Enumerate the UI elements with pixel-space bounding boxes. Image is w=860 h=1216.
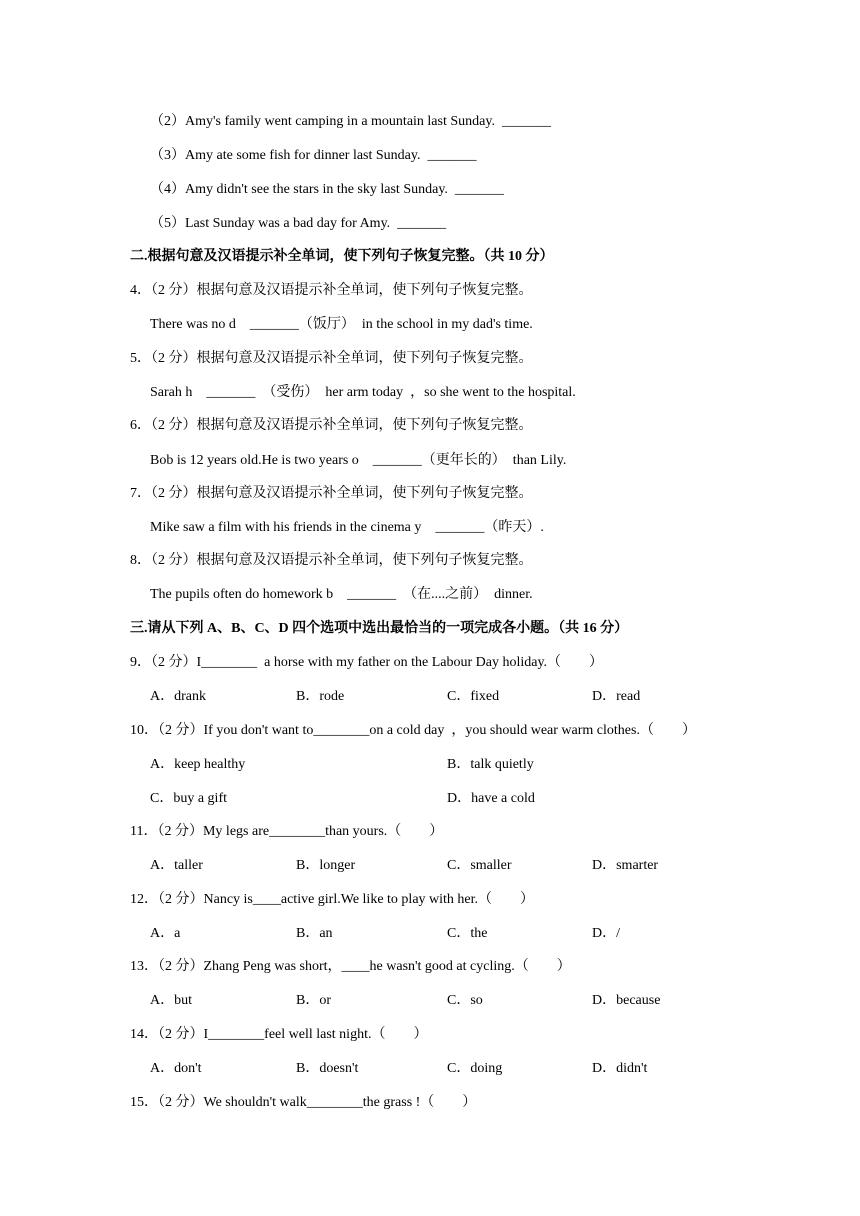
statement-5: （5）Last Sunday was a bad day for Amy. _______ — [150, 216, 447, 231]
question-10-option-c: C．buy a gift — [150, 791, 227, 806]
question-15-stem: 15．（2 分）We shouldn't walk________the grass !（ ） — [130, 1095, 477, 1110]
question-5-sentence: Sarah h _______ （受伤） her arm today ，so she went to the hospital. — [150, 385, 576, 400]
question-12-stem: 12．（2 分）Nancy is____active girl.We like to play with her.（ ） — [130, 892, 535, 907]
question-14-option-b: B．doesn't — [296, 1061, 359, 1076]
question-12-option-a: A．a — [150, 926, 181, 941]
question-9-option-b: B．rode — [296, 689, 345, 704]
question-12-option-c: C．the — [447, 926, 488, 941]
question-11-option-c: C．smaller — [447, 858, 512, 873]
question-9-option-d: D．read — [592, 689, 641, 704]
question-13-option-d: D．because — [592, 993, 661, 1008]
question-5-stem: 5．（2 分）根据句意及汉语提示补全单词，使下列句子恢复完整。 — [130, 351, 533, 366]
question-6-sentence: Bob is 12 years old.He is two years o _______（更年长的） than Lily. — [150, 453, 567, 468]
question-9-option-a: A．drank — [150, 689, 206, 704]
question-10-option-b: B．talk quietly — [447, 757, 534, 772]
statement-2: （2）Amy's family went camping in a mountain last Sunday. _______ — [150, 114, 551, 129]
statement-3: （3）Amy ate some fish for dinner last Sunday. _______ — [150, 148, 477, 163]
question-11-option-b: B．longer — [296, 858, 356, 873]
question-13-option-b: B．or — [296, 993, 331, 1008]
question-11-option-d: D．smarter — [592, 858, 659, 873]
question-13-option-a: A．but — [150, 993, 192, 1008]
question-10-option-a: A．keep healthy — [150, 757, 246, 772]
question-13-option-c: C．so — [447, 993, 483, 1008]
statement-4: （4）Amy didn't see the stars in the sky last Sunday. _______ — [150, 182, 504, 197]
question-9-option-c: C．fixed — [447, 689, 500, 704]
question-14-option-a: A．don't — [150, 1061, 202, 1076]
question-7-sentence: Mike saw a film with his friends in the cinema y _______（昨天）. — [150, 520, 544, 535]
question-10-stem: 10．（2 分）If you don't want to________on a cold day ，you should wear warm clothes.（ ） — [130, 723, 696, 738]
question-4-stem: 4．（2 分）根据句意及汉语提示补全单词，使下列句子恢复完整。 — [130, 283, 533, 298]
question-14-option-c: C．doing — [447, 1061, 503, 1076]
question-11-stem: 11．（2 分）My legs are________than yours.（ ） — [130, 824, 444, 839]
question-12-option-d: D．/ — [592, 926, 620, 941]
section-3-heading: 三.请从下列 A、B、C、D 四个选项中选出最恰当的一项完成各小题。（共 16 分） — [130, 621, 629, 636]
question-13-stem: 13．（2 分）Zhang Peng was short，____he wasn't good at cycling.（ ） — [130, 959, 571, 974]
section-2-heading: 二.根据句意及汉语提示补全单词，使下列句子恢复完整。（共 10 分） — [130, 249, 554, 264]
question-10-option-d: D．have a cold — [447, 791, 535, 806]
question-14-option-d: D．didn't — [592, 1061, 648, 1076]
question-7-stem: 7．（2 分）根据句意及汉语提示补全单词，使下列句子恢复完整。 — [130, 486, 533, 501]
question-11-option-a: A．taller — [150, 858, 203, 873]
question-9-stem: 9．（2 分）I________ a horse with my father on the Labour Day holiday.（ ） — [130, 655, 604, 670]
question-12-option-b: B．an — [296, 926, 333, 941]
question-4-sentence: There was no d _______（饭厅） in the school in my dad's time. — [150, 317, 533, 332]
question-6-stem: 6．（2 分）根据句意及汉语提示补全单词，使下列句子恢复完整。 — [130, 418, 533, 433]
question-8-sentence: The pupils often do homework b _______ （在....之前） dinner. — [150, 587, 533, 602]
question-8-stem: 8．（2 分）根据句意及汉语提示补全单词，使下列句子恢复完整。 — [130, 553, 533, 568]
question-14-stem: 14．（2 分）I________feel well last night.（ ） — [130, 1027, 428, 1042]
